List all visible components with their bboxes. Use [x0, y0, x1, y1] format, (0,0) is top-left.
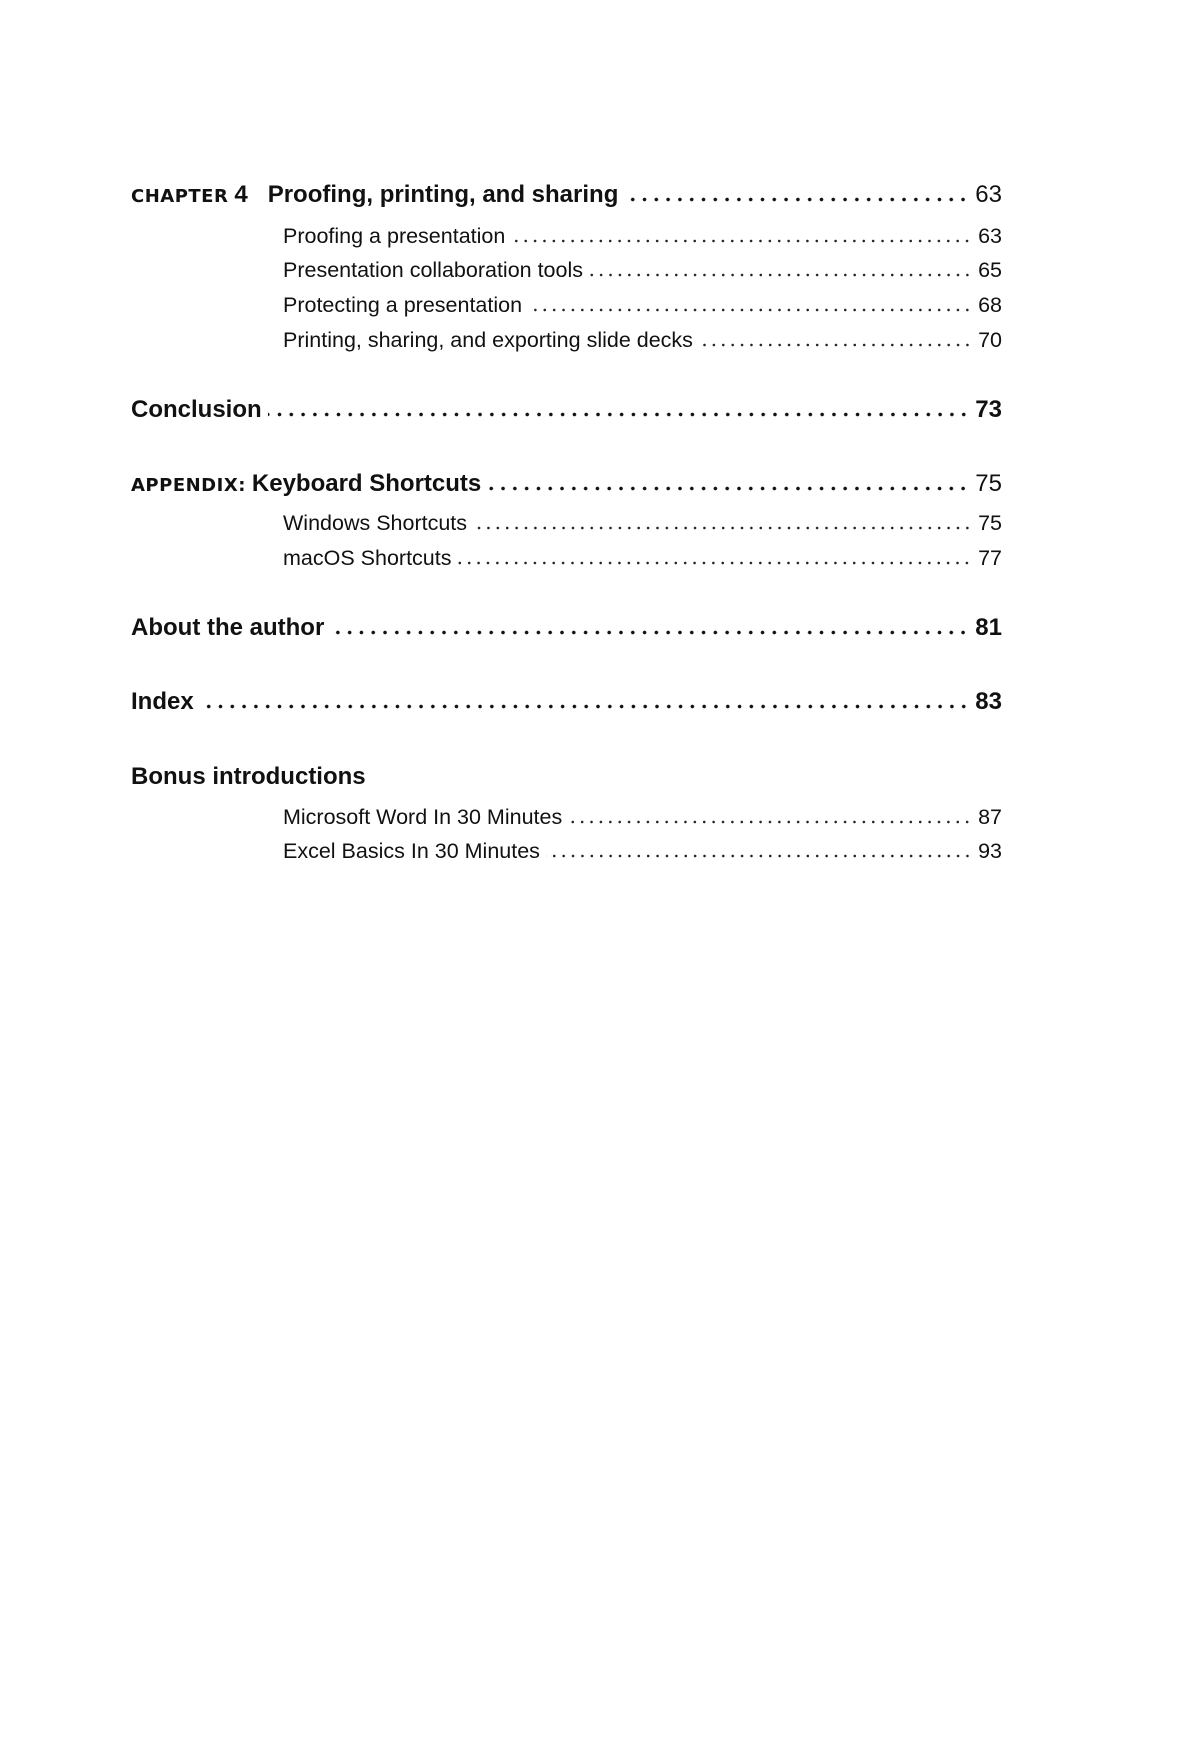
toc-page: 65: [978, 258, 1002, 282]
toc-title: Index: [131, 688, 194, 715]
toc-page: 75: [975, 470, 1002, 497]
chapter-label: CHAPTER: [131, 186, 229, 207]
toc-entry[interactable]: [283, 224, 1002, 249]
toc-conclusion[interactable]: [131, 396, 1002, 424]
toc-title: Printing, sharing, and exporting slide decks: [283, 328, 693, 352]
appendix-label: APPENDIX:: [131, 475, 246, 496]
dot-leader: [457, 561, 972, 565]
toc-page: 93: [978, 839, 1002, 863]
toc-entry[interactable]: [283, 511, 1002, 536]
toc-bonus-heading: [131, 763, 1002, 791]
toc-entry[interactable]: [283, 839, 1002, 864]
toc-title: Keyboard Shortcuts: [251, 470, 482, 497]
toc-entry[interactable]: [283, 258, 1002, 283]
dot-leader: [546, 854, 972, 858]
toc-title: Protecting a presentation: [283, 293, 523, 317]
toc-page: 63: [975, 181, 1002, 208]
toc-page: 83: [975, 688, 1002, 715]
toc-page: 73: [975, 396, 1002, 423]
toc-title: Proofing a presentation: [283, 224, 506, 248]
toc-title: About the author: [131, 614, 325, 641]
toc-title: Presentation collaboration tools: [283, 258, 583, 282]
toc-index[interactable]: [131, 688, 1002, 716]
toc-entry[interactable]: [283, 293, 1002, 318]
toc-page: 70: [978, 328, 1002, 352]
toc-page: 81: [975, 614, 1002, 641]
toc-appendix[interactable]: [131, 470, 1002, 498]
toc-page: 68: [978, 293, 1002, 317]
toc-title: Microsoft Word In 30 Minutes: [283, 805, 563, 829]
dot-leader: [200, 704, 970, 709]
toc-title: Bonus introductions: [131, 763, 366, 790]
toc-title: Conclusion: [131, 396, 262, 423]
toc-entry[interactable]: [283, 805, 1002, 830]
toc-title: Windows Shortcuts: [283, 511, 468, 535]
dot-leader: [473, 526, 972, 530]
toc-page: 77: [978, 546, 1002, 570]
dot-leader: [511, 239, 972, 243]
toc-title: macOS Shortcuts: [283, 546, 452, 570]
dot-leader: [624, 197, 969, 202]
toc-title: Excel Basics In 30 Minutes: [283, 839, 540, 863]
toc-page: 63: [978, 224, 1002, 248]
toc-about-author[interactable]: [131, 614, 1002, 642]
dot-leader: [699, 343, 972, 347]
toc-title: Proofing, printing, and sharing: [267, 181, 619, 208]
toc-entry[interactable]: [283, 546, 1002, 571]
toc-entry[interactable]: [283, 328, 1002, 353]
toc-page: 87: [978, 805, 1002, 829]
dot-leader: [330, 630, 969, 635]
dot-leader: [568, 820, 972, 824]
dot-leader: [528, 308, 972, 312]
toc-page: 75: [978, 511, 1002, 535]
dot-leader: [268, 412, 970, 417]
dot-leader: [589, 273, 972, 277]
toc-chapter-4[interactable]: [131, 181, 1002, 209]
chapter-number: 4: [234, 181, 248, 208]
dot-leader: [487, 486, 969, 491]
